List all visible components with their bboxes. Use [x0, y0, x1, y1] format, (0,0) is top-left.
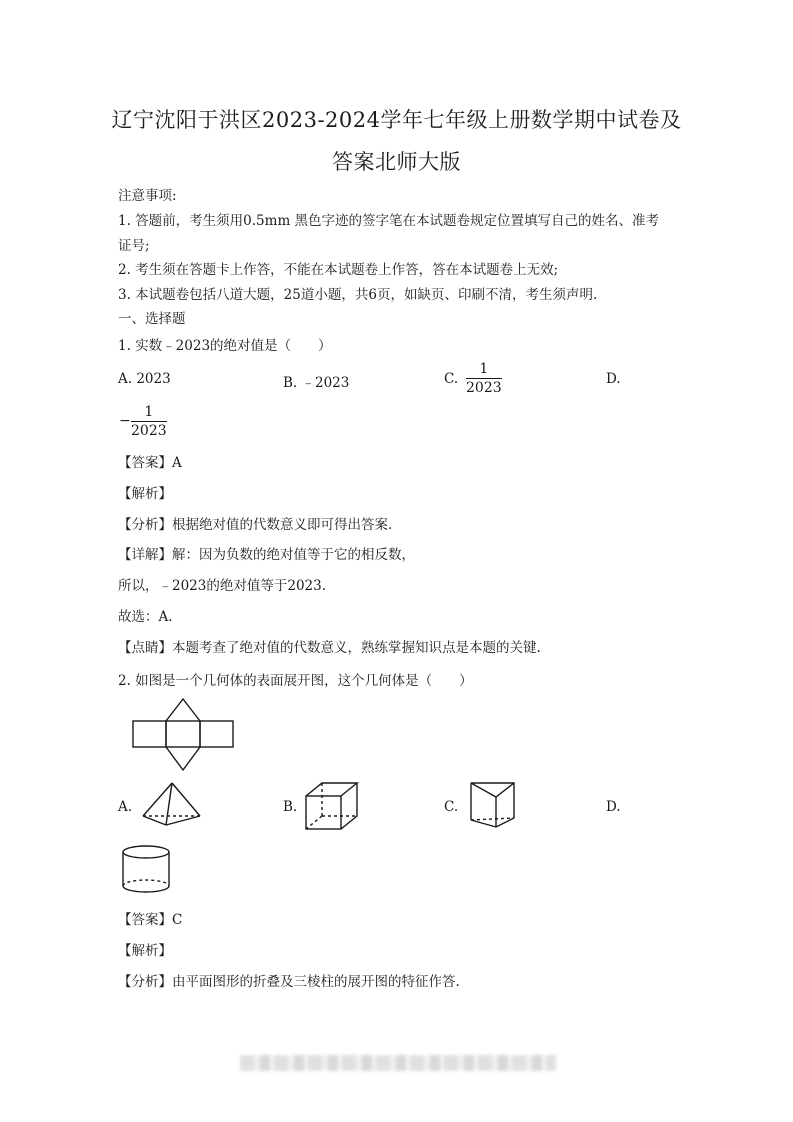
q1-detail-2: 所以，﹣2023的绝对值等于2023.: [118, 578, 327, 594]
q1-option-d-label: D.: [606, 371, 621, 387]
question-1-stem: 1. 实数﹣2023的绝对值是（ ）: [118, 338, 332, 354]
q2-analysis: 【分析】由平面图形的折叠及三棱柱的展开图的特征作答.: [118, 974, 460, 990]
q2-option-d-label: D.: [606, 799, 621, 815]
document-title-line-1: 辽宁沈阳于洪区2023-2024学年七年级上册数学期中试卷及: [111, 108, 682, 132]
q1-option-b: B. ﹣2023: [283, 375, 350, 391]
q1-option-c-fraction: [466, 361, 502, 397]
q2-analysis-heading: 【解析】: [118, 943, 172, 959]
tetrahedron-icon: [140, 780, 204, 828]
q1-option-c-label: C.: [444, 371, 459, 387]
section-heading-choice: 一、选择题: [118, 311, 186, 327]
q2-option-c-label: C.: [444, 799, 459, 815]
q1-option-d-sign: −: [119, 413, 131, 429]
blurred-watermark: [240, 1055, 556, 1071]
q1-comment: 【点睛】本题考查了绝对值的代数意义，熟练掌握知识点是本题的关键.: [118, 640, 541, 656]
fraction-numerator: 1: [131, 404, 167, 422]
q1-analysis-heading: 【解析】: [118, 486, 172, 502]
q1-option-a: A. 2023: [118, 371, 171, 387]
document-title-line-2: 答案北师大版: [332, 150, 461, 174]
triangular-prism-icon: [468, 780, 518, 830]
q1-answer: 【答案】A: [118, 455, 182, 471]
question-2-stem: 2. 如图是一个几何体的表面展开图，这个几何体是（ ）: [118, 673, 473, 689]
fraction-denominator: 2023: [466, 380, 502, 396]
notes-heading: 注意事项:: [118, 188, 177, 204]
note-item-1-continued: 证号;: [118, 238, 150, 254]
q2-answer: 【答案】C: [118, 912, 183, 928]
q1-detail: 【详解】解：因为负数的绝对值等于它的相反数，: [118, 547, 415, 563]
fraction-numerator: 1: [466, 361, 502, 379]
note-item-1: 1. 答题前，考生须用0.5mm 黑色字迹的签字笔在本试题卷规定位置填写自己的姓名、准考: [118, 213, 660, 229]
q2-option-b-label: B.: [283, 799, 298, 815]
prism-net-figure: [130, 696, 234, 774]
note-item-2: 2. 考生须在答题卡上作答，不能在本试题卷上作答，答在本试题卷上无效;: [118, 262, 559, 278]
cube-icon: [303, 780, 361, 832]
q1-option-d-fraction: [131, 404, 167, 440]
q1-analysis: 【分析】根据绝对值的代数意义即可得出答案.: [118, 517, 393, 533]
q2-option-a-label: A.: [118, 799, 133, 815]
note-item-3: 3. 本试题卷包括八道大题，25道小题，共6页，如缺页、印刷不清，考生须声明.: [118, 287, 598, 303]
cylinder-icon: [119, 843, 173, 895]
fraction-denominator: 2023: [131, 423, 167, 439]
q1-choose: 故选：A.: [118, 609, 173, 625]
